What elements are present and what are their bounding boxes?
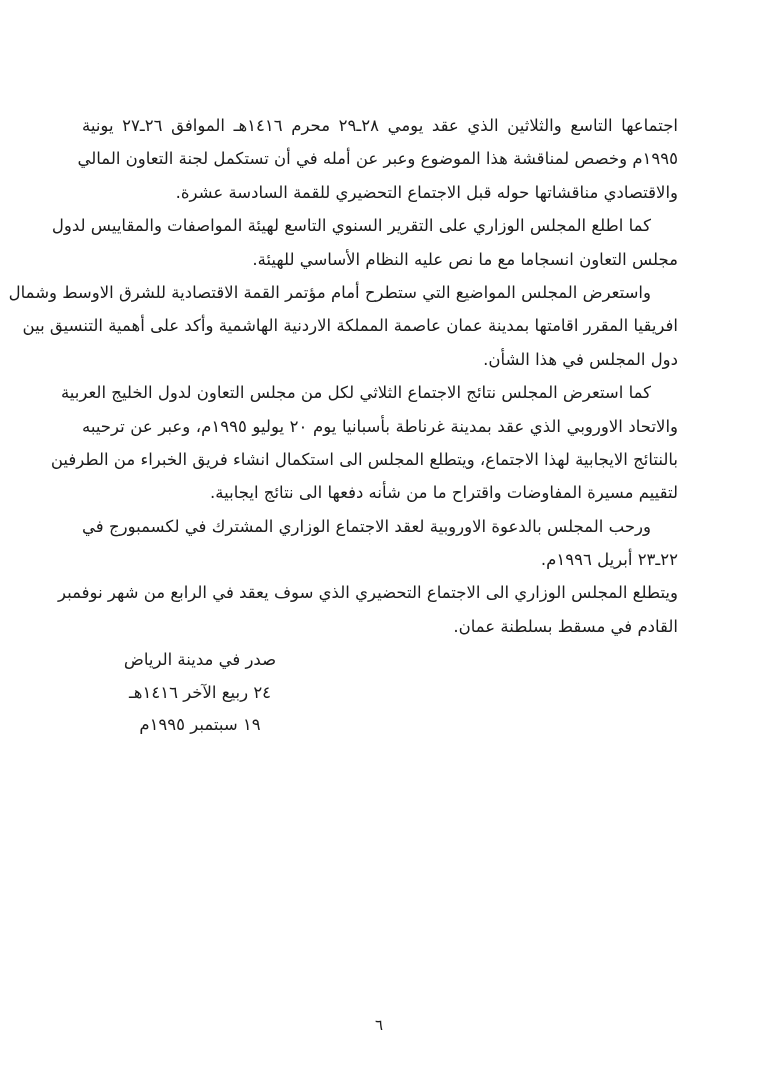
signature-gregorian-date-line: ١٩ سبتمبر ١٩٩٥م [139, 715, 261, 734]
document-body [8, 109, 679, 643]
paragraph [50, 376, 679, 510]
text-line: مجلس التعاون انسجاما مع ما نص عليه النظام الأساسي للهيئة. [252, 249, 678, 269]
text-line: بالنتائج الايجابية لهذا الاجتماع، ويتطلع المجلس الى استكمال انشاء فريق الخبراء من الطرفين [50, 449, 678, 469]
text-line: افريقيا المقرر اقامتها بمدينة عمان عاصمة المملكة الاردنية الهاشمية وأكد على أهمية التنسيق بين [22, 316, 678, 336]
text-line: ١٩٩٥م وخصص لمناقشة هذا الموضوع وعبر عن أمله في أن تستكمل لجنة التعاون المالي [77, 149, 678, 169]
text-line: والاقتصادي مناقشاتها حوله قبل الاجتماع التحضيري للقمة السادسة عشرة. [175, 182, 678, 202]
paragraph [8, 276, 678, 376]
text-line: ٢٢ـ٢٣ أبريل ١٩٩٦م. [540, 550, 678, 570]
text-line: والاتحاد الاوروبي الذي عقد بمدينة غرناطة بأسبانيا يوم ٢٠ يوليو ١٩٩٥م، وعبر عن ترحيبه [82, 416, 679, 436]
paragraph [51, 209, 678, 276]
signature-place-line: صدر في مدينة الرياض [123, 650, 277, 669]
text-line: ورحب المجلس بالدعوة الاوروبية لعقد الاجتماع الوزاري المشترك في لكسمبورج في [82, 516, 651, 536]
paragraph [58, 576, 678, 643]
text-line: لتقييم مسيرة المفاوضات واقتراح ما من شأنه دفعها الى نتائج ايجابية. [210, 483, 678, 503]
text-line: دول المجلس في هذا الشأن. [483, 349, 678, 369]
signature-hijri-date-line: ٢٤ ربيع الآخر ١٤١٦هـ [128, 682, 272, 702]
paragraph [82, 510, 678, 577]
text-line: اجتماعها التاسع والثلاثين الذي عقد يومي ٢٨ـ٢٩ محرم ١٤١٦هـ الموافق ٢٦ـ٢٧ يونية [82, 116, 678, 135]
text-line: كما اطلع المجلس الوزاري على التقرير السنوي التاسع لهيئة المواصفات والمقاييس لدول [51, 216, 651, 236]
signature-block [112, 644, 288, 742]
page-number: ٦ [374, 1016, 384, 1034]
text-line: واستعرض المجلس المواضيع التي ستطرح أمام مؤتمر القمة الاقتصادية للشرق الاوسط وشمال [8, 282, 651, 302]
text-line: كما استعرض المجلس نتائج الاجتماع الثلاثي لكل من مجلس التعاون لدول الخليج العربية [60, 383, 651, 403]
text-line: القادم في مسقط بسلطنة عمان. [453, 616, 678, 636]
text-line: ويتطلع المجلس الوزاري الى الاجتماع التحضيري الذي سوف يعقد في الرابع من شهر نوفمبر [58, 583, 678, 603]
paragraph [77, 109, 678, 209]
